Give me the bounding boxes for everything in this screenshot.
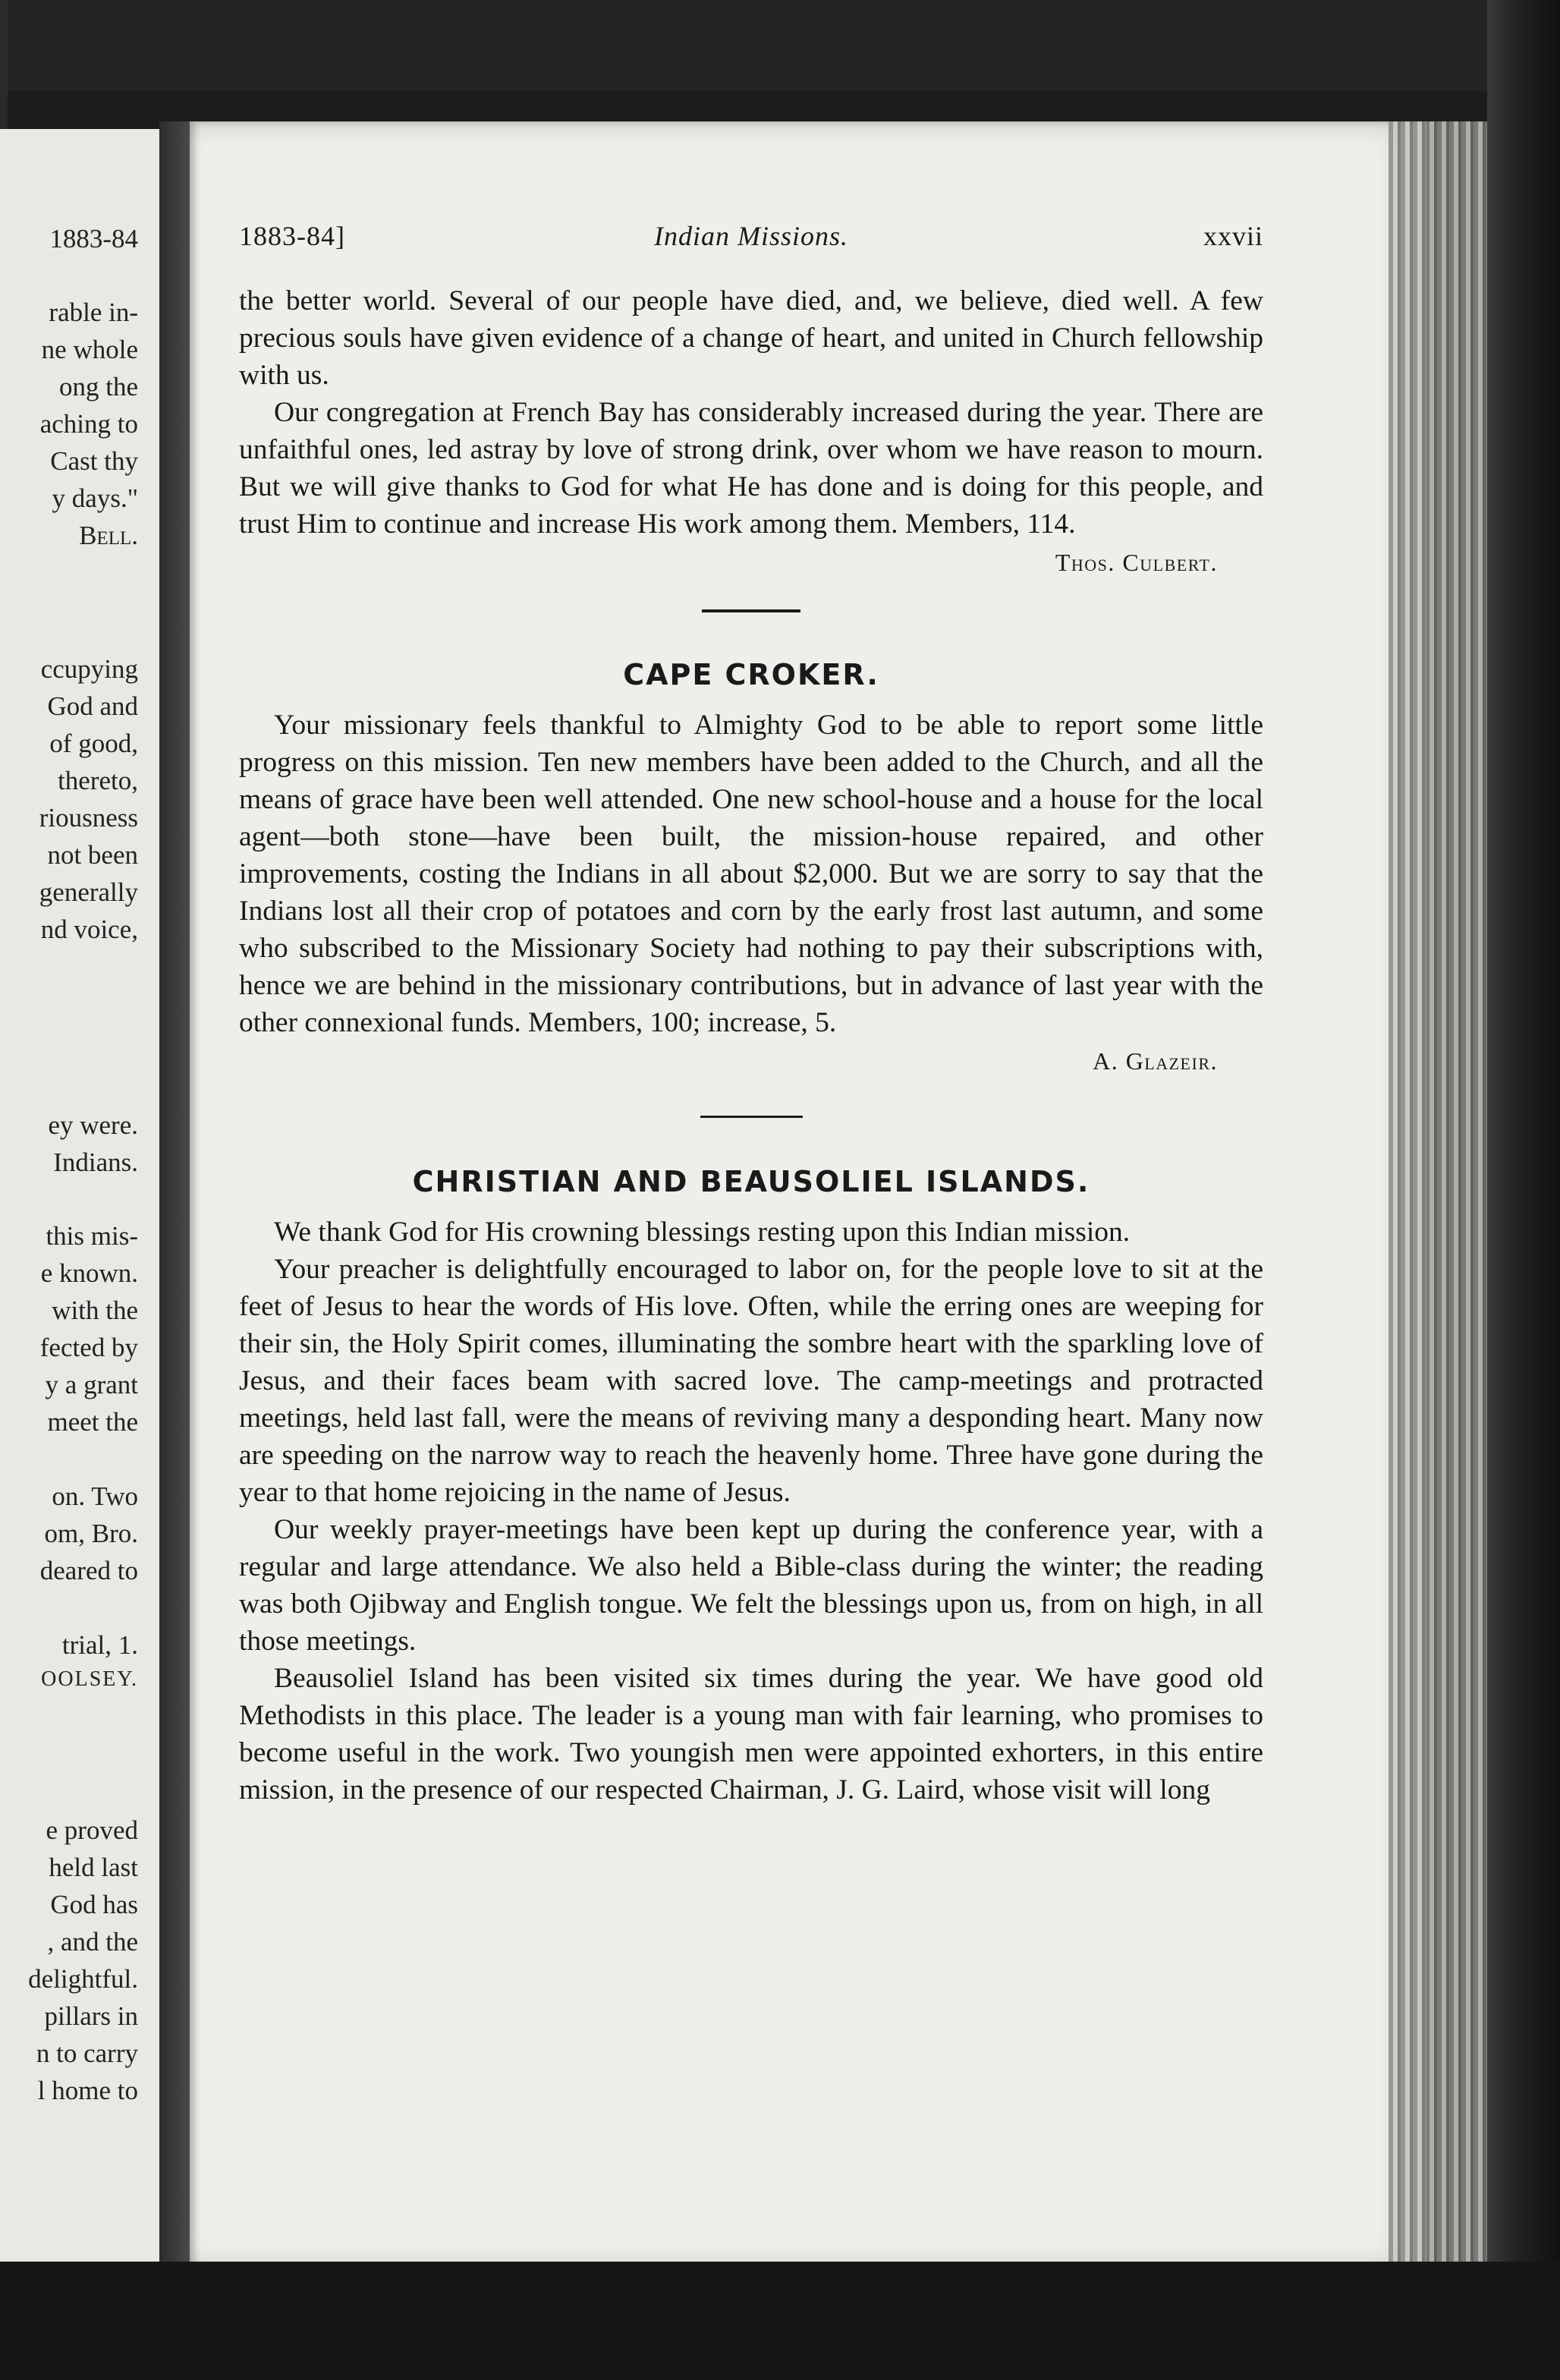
facing-line: pillars in <box>44 2001 138 2031</box>
book-gutter <box>159 121 190 2262</box>
facing-line: aching to <box>39 409 138 439</box>
facing-line: rable in- <box>49 298 138 327</box>
facing-line: y a grant <box>45 1370 138 1399</box>
facing-line: on. Two <box>52 1481 138 1511</box>
facing-line: God and <box>47 691 138 721</box>
section-divider <box>700 1116 803 1118</box>
facing-line: e proved <box>46 1815 138 1845</box>
facing-line: not been <box>47 840 138 870</box>
scan-background-top <box>0 0 1560 91</box>
running-head-year: 1883-84] <box>239 221 345 251</box>
cape-croker-section <box>239 658 1263 1081</box>
facing-line: fected by <box>39 1333 138 1362</box>
facing-line: God has <box>50 1890 138 1919</box>
facing-line: OOLSEY. <box>41 1667 138 1691</box>
facing-line: l home to <box>37 2076 138 2105</box>
facing-line: n to carry <box>36 2038 138 2068</box>
signature: A. Glazeir. <box>1093 1047 1218 1075</box>
facing-line: deared to <box>39 1556 138 1585</box>
facing-line: of good, <box>49 729 138 758</box>
facing-line: om, Bro. <box>44 1519 138 1548</box>
section-divider <box>702 609 800 612</box>
facing-page-strip <box>0 129 159 2262</box>
page-content <box>239 220 1263 1809</box>
paragraph: Our weekly prayer-meetings have been kept up during the conference year, with a regular and large attendance. We also held a Bible-class during the winter; the reading was both Ojibway and English tongue. We felt the blessings upon us, from on high, in all those meetings. <box>239 1514 1263 1657</box>
facing-line: Bell. <box>79 521 138 550</box>
page-edges <box>1389 121 1487 2269</box>
facing-line: generally <box>39 877 138 907</box>
scan-background-right <box>1487 0 1560 2380</box>
facing-line: ne whole <box>41 335 138 364</box>
scan-background-bottom <box>0 2262 1560 2380</box>
signature: Thos. Culbert. <box>1055 549 1218 576</box>
intro-section <box>239 282 1263 582</box>
paragraph: Your missionary feels thankful to Almighty God to be able to report some little progress on this mission. Ten new members have been added to the Church, and all the means of grace have been well attended. One new school-house and a house for the local agent—both stone—have been built, the mission-house repaired, and other improvements, costing the Indians in all about $2,000. But we are sorry to say that the Indians lost all their crop of potatoes and corn by the early frost last autumn, and some who subscribed to the Missionary Society had nothing to pay their subscriptions with, hence we are behind in the missionary contributions, but in advance of last year with the other connexional funds. Members, 100; increase, 5. <box>239 710 1263 1038</box>
facing-line: with the <box>52 1295 138 1325</box>
facing-line: Indians. <box>53 1148 138 1177</box>
facing-line: ong the <box>58 372 138 401</box>
facing-line: ccupying <box>40 654 138 684</box>
running-head-title: Indian Missions. <box>653 221 848 251</box>
paragraph: the better world. Several of our people have died, and, we believe, died well. A few precious souls have given evidence of a change of heart, and united in Church fellowship with us. <box>239 285 1263 391</box>
paragraph: Your preacher is delightfully encouraged to labor on, for the people love to sit at the feet of Jesus to hear the words of His love. Often, while the erring ones are weeping for their sin, the Holy Spirit comes, illuminating the sombre heart with the sparkling love of Jesus, and their faces beam with sacred love. The camp-meetings and protracted meetings, held last fall, were the means of reviving many a desponding heart. Many now are speeding on the narrow way to reach the heavenly home. Three have gone during the year to that home rejoicing in the name of Jesus. <box>239 1254 1263 1508</box>
paragraph: Our congregation at French Bay has considerably increased during the year. There are unfaithful ones, led astray by love of strong drink, over whom we have reason to mourn. But we will give thanks to God for what He has done and is doing for this people, and trust Him to continue and increase His work among them. Members, 114. <box>239 397 1263 540</box>
facing-line: held last <box>49 1853 138 1882</box>
running-head <box>239 220 1263 266</box>
page-number: xxvii <box>1203 221 1263 251</box>
facing-line: nd voice, <box>40 915 138 944</box>
facing-line: e known. <box>40 1258 138 1288</box>
facing-line: thereto, <box>58 766 138 795</box>
facing-line: Cast thy <box>50 446 138 476</box>
facing-line: 1883-84 <box>49 224 138 253</box>
facing-line: riousness <box>39 803 138 833</box>
facing-line: , and the <box>47 1927 138 1957</box>
facing-line: ey were. <box>48 1110 138 1140</box>
facing-line: y days." <box>52 483 138 513</box>
paragraph: We thank God for His crowning blessings resting upon this Indian mission. <box>274 1217 1131 1248</box>
facing-line: trial, 1. <box>61 1630 138 1660</box>
section-heading: CHRISTIAN AND BEAUSOLIEL ISLANDS. <box>412 1165 1090 1198</box>
facing-line: meet the <box>47 1407 138 1437</box>
christian-islands-section <box>239 1165 1263 1809</box>
facing-line: delightful. <box>28 1964 138 1994</box>
facing-line: this mis- <box>46 1221 138 1251</box>
section-heading: CAPE CROKER. <box>623 658 879 691</box>
paragraph: Beausoliel Island has been visited six times during the year. We have good old Methodists in this place. The leader is a young man with fair learning, who promises to become useful in the work. Two youngish men were appointed exhorters, in this entire mission, in the presence of our respected Chairman, J. G. Laird, whose visit will long <box>239 1663 1263 1805</box>
